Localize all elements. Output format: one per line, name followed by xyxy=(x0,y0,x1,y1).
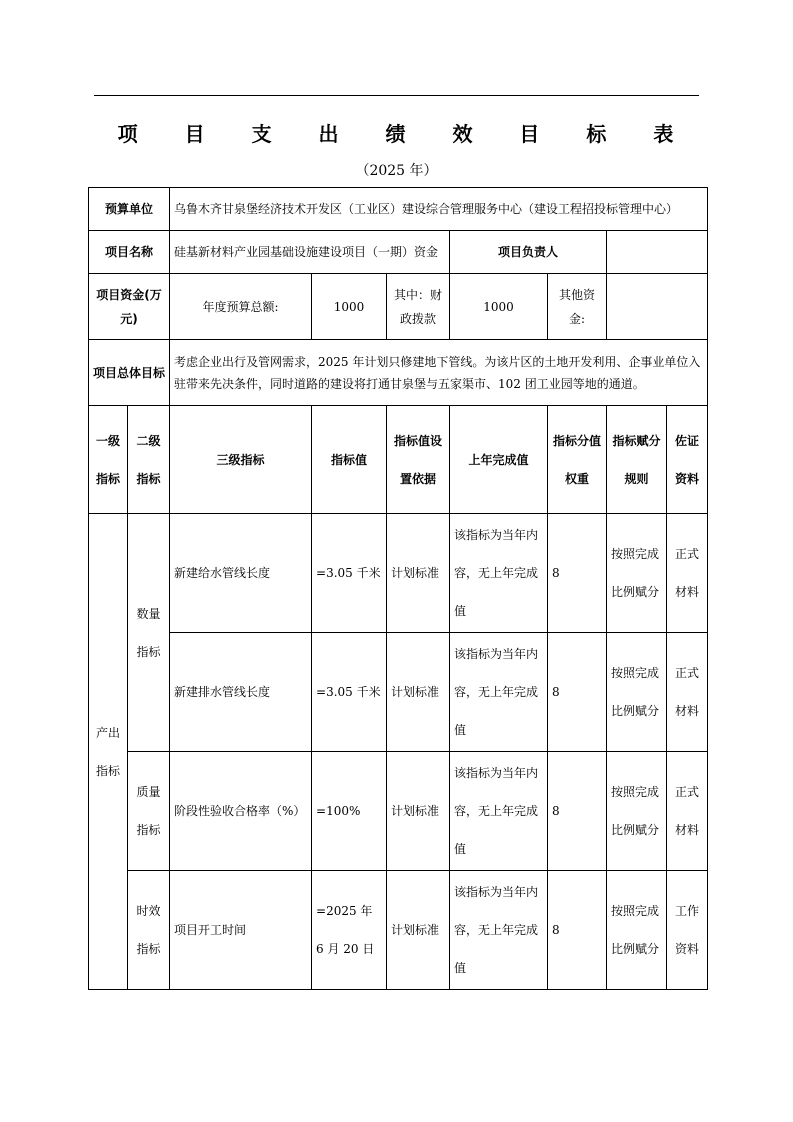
funds-label: 项目资金(万元) xyxy=(89,274,170,340)
header-rule: 指标赋分规则 xyxy=(607,406,667,514)
scoring-rule: 按照完成比例赋分 xyxy=(607,514,667,633)
header-last-year: 上年完成值 xyxy=(450,406,548,514)
header-level3: 三级指标 xyxy=(170,406,312,514)
annual-budget-value: 1000 xyxy=(312,274,387,340)
last-year-value: 该指标为当年内容，无上年完成值 xyxy=(450,752,548,871)
level3-indicator: 阶段性验收合格率（%） xyxy=(170,752,312,871)
indicator-value: =100% xyxy=(312,752,387,871)
last-year-value: 该指标为当年内容，无上年完成值 xyxy=(450,514,548,633)
scoring-rule: 按照完成比例赋分 xyxy=(607,752,667,871)
indicator-basis: 计划标准 xyxy=(387,752,450,871)
evidence: 正式材料 xyxy=(667,633,708,752)
top-rule xyxy=(94,95,699,96)
table-row xyxy=(89,514,708,633)
level2-quantity-indicator: 数量指标 xyxy=(128,514,170,752)
header-basis: 指标值设置依据 xyxy=(387,406,450,514)
indicator-weight: 8 xyxy=(548,514,607,633)
fiscal-label: 其中：财政拨款 xyxy=(387,274,450,340)
level3-indicator: 新建排水管线长度 xyxy=(170,633,312,752)
project-name-value: 硅基新材料产业园基础设施建设项目（一期）资金 xyxy=(170,231,450,274)
table-row xyxy=(89,871,708,990)
indicator-weight: 8 xyxy=(548,633,607,752)
row-budget-unit xyxy=(89,188,708,231)
budget-unit-value: 乌鲁木齐甘泉堡经济技术开发区（工业区）建设综合管理服务中心（建设工程招投标管理中心） xyxy=(170,188,708,231)
level1-output-indicator: 产出指标 xyxy=(89,514,128,990)
project-name-label: 项目名称 xyxy=(89,231,170,274)
other-funds-value xyxy=(607,274,708,340)
annual-budget-label: 年度预算总额: xyxy=(170,274,312,340)
fiscal-value: 1000 xyxy=(450,274,548,340)
evidence: 正式材料 xyxy=(667,514,708,633)
indicator-value: =3.05 千米 xyxy=(312,514,387,633)
page-year: （2025 年） xyxy=(355,163,438,179)
last-year-value: 该指标为当年内容，无上年完成值 xyxy=(450,633,548,752)
indicator-weight: 8 xyxy=(548,871,607,990)
header-evidence: 佐证资料 xyxy=(667,406,708,514)
indicator-basis: 计划标准 xyxy=(387,514,450,633)
table-row xyxy=(89,752,708,871)
level2-timeliness-indicator: 时效指标 xyxy=(128,871,170,990)
scoring-rule: 按照完成比例赋分 xyxy=(607,633,667,752)
header-value: 指标值 xyxy=(312,406,387,514)
evidence: 正式材料 xyxy=(667,752,708,871)
header-level1: 一级指标 xyxy=(89,406,128,514)
other-funds-label: 其他资金: xyxy=(548,274,607,340)
table-row xyxy=(89,633,708,752)
performance-table xyxy=(88,187,708,990)
project-leader-value xyxy=(607,231,708,274)
level2-quality-indicator: 质量指标 xyxy=(128,752,170,871)
row-project-funds xyxy=(89,274,708,340)
goal-value: 考虑企业出行及管网需求，2025 年计划只修建地下管线。为该片区的土地开发利用、企事业单位入驻带来先决条件，同时道路的建设将打通甘泉堡与五家渠市、102 团工业园等地的通道。 xyxy=(170,340,708,406)
page-title: 项 目 支 出 绩 效 目 标 表 xyxy=(117,122,694,146)
budget-unit-label: 预算单位 xyxy=(89,188,170,231)
indicator-header-row xyxy=(89,406,708,514)
goal-label: 项目总体目标 xyxy=(89,340,170,406)
last-year-value: 该指标为当年内容，无上年完成值 xyxy=(450,871,548,990)
indicator-value: =2025 年 6 月 20 日 xyxy=(312,871,387,990)
row-project-name xyxy=(89,231,708,274)
indicator-basis: 计划标准 xyxy=(387,871,450,990)
row-overall-goal xyxy=(89,340,708,406)
indicator-weight: 8 xyxy=(548,752,607,871)
level3-indicator: 项目开工时间 xyxy=(170,871,312,990)
scoring-rule: 按照完成比例赋分 xyxy=(607,871,667,990)
header-weight: 指标分值权重 xyxy=(548,406,607,514)
level3-indicator: 新建给水管线长度 xyxy=(170,514,312,633)
indicator-basis: 计划标准 xyxy=(387,633,450,752)
evidence: 工作资料 xyxy=(667,871,708,990)
indicator-value: =3.05 千米 xyxy=(312,633,387,752)
header-level2: 二级指标 xyxy=(128,406,170,514)
project-leader-label: 项目负责人 xyxy=(450,231,607,274)
